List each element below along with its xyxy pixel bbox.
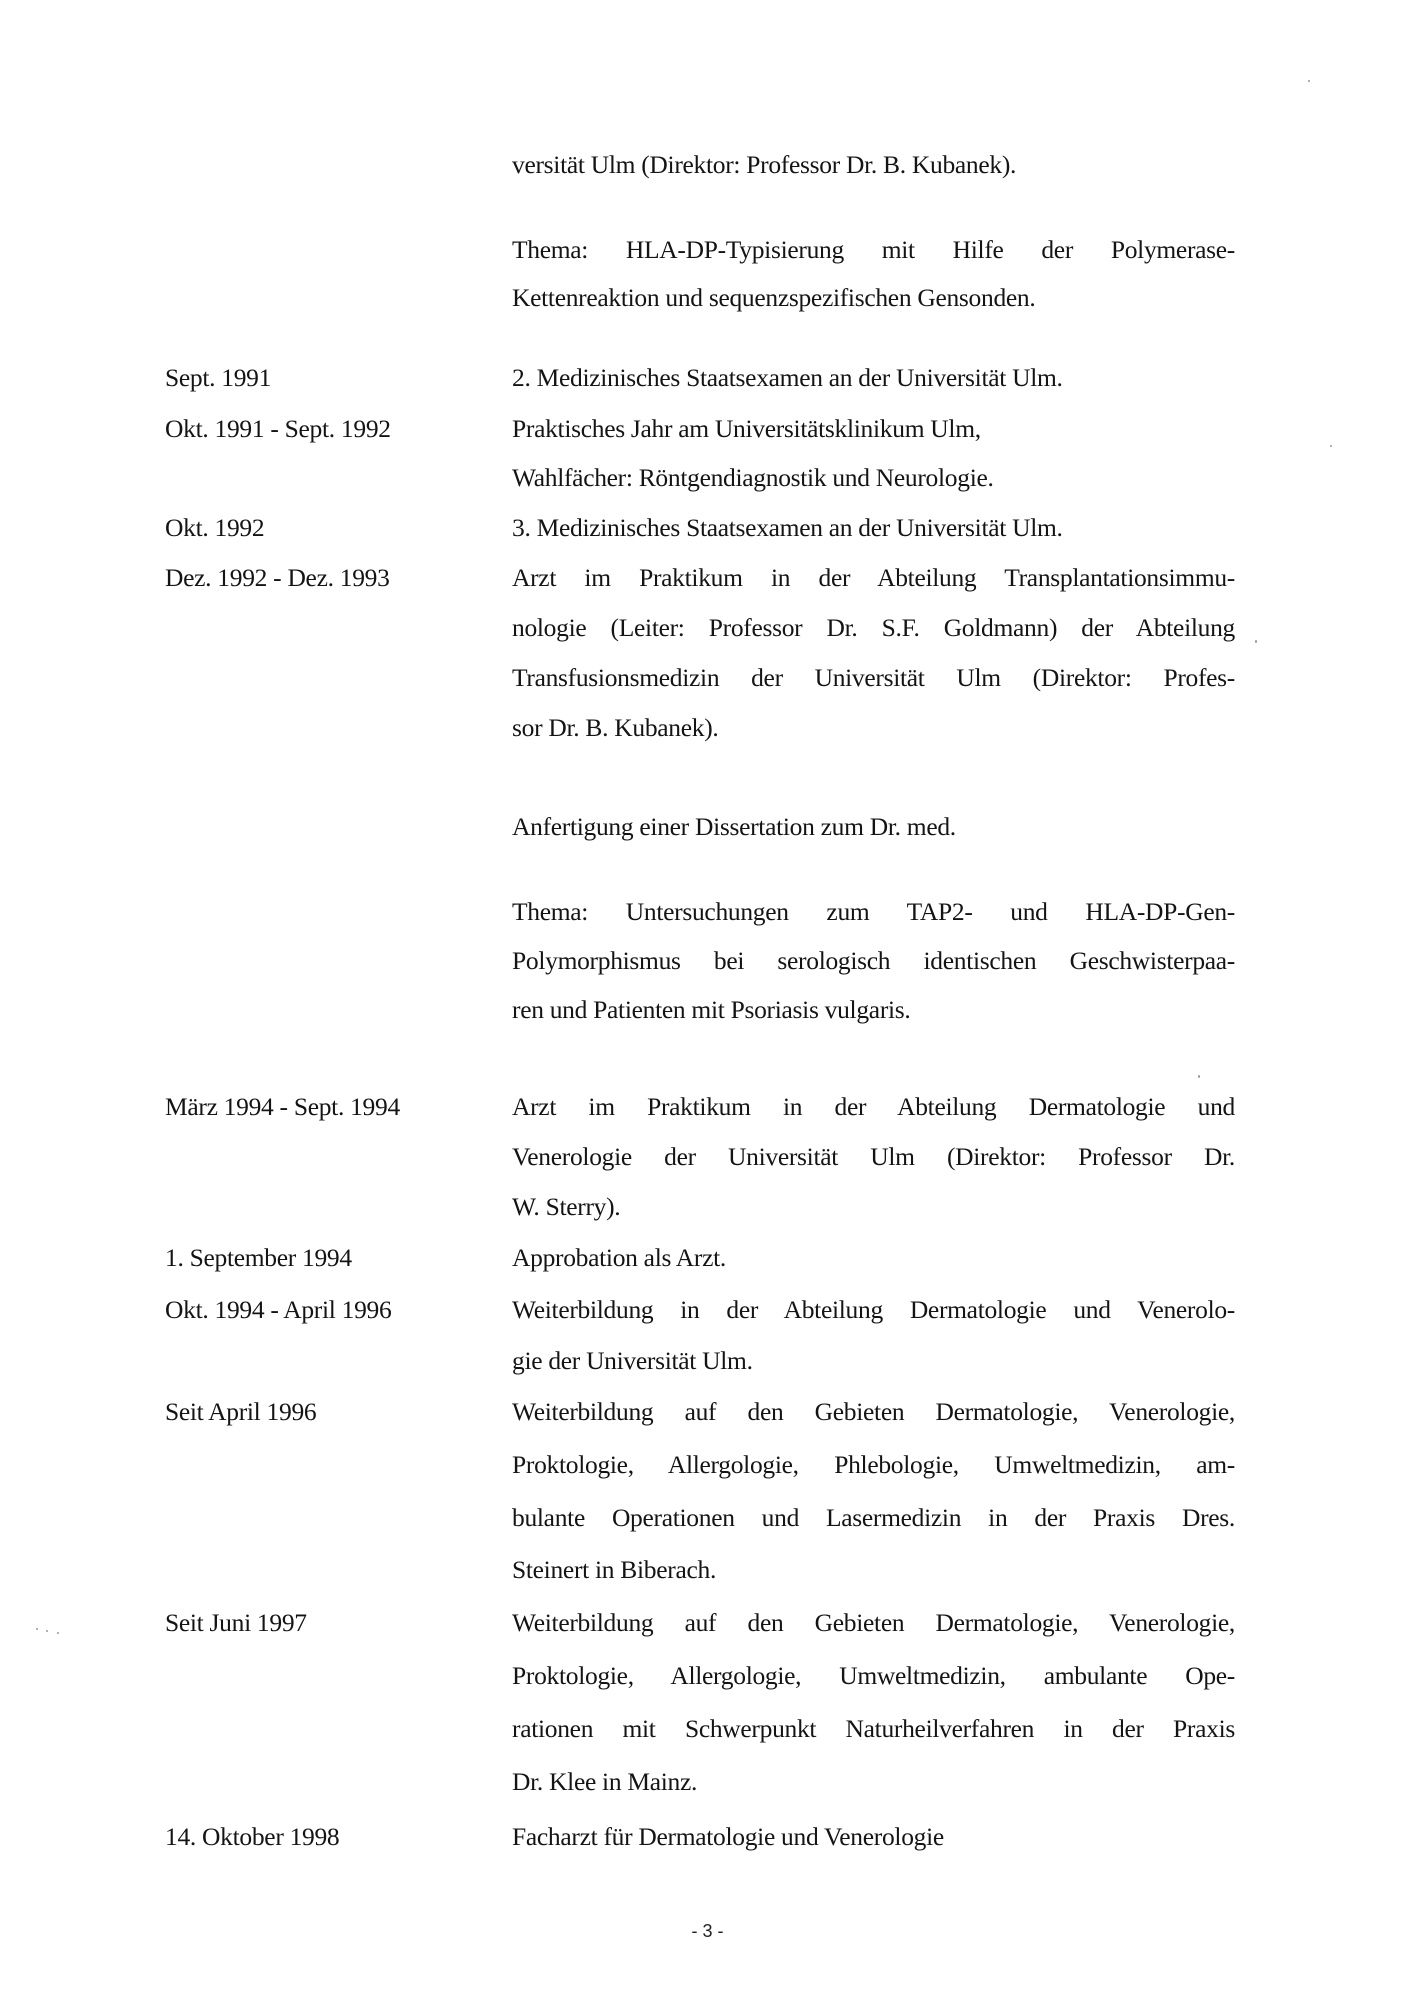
scan-speck bbox=[57, 1632, 59, 1634]
entry-date: Okt. 1992 bbox=[165, 513, 265, 542]
scan-speck bbox=[1255, 640, 1257, 643]
entry-text: Transfusionsmedizin der Universität Ulm (Direktor: Profes- bbox=[512, 663, 1235, 692]
entry-date: Okt. 1994 - April 1996 bbox=[165, 1295, 392, 1324]
page-number: - 3 - bbox=[691, 1921, 724, 1941]
entry-date: 14. Oktober 1998 bbox=[165, 1822, 340, 1851]
thesis-topic-line-2: Kettenreaktion und sequenzspezifischen Gensonden. bbox=[512, 283, 1036, 312]
dissertation-topic: Polymorphismus bei serologisch identischen Geschwisterpaa- bbox=[512, 946, 1235, 975]
entry-text: 2. Medizinisches Staatsexamen an der Universität Ulm. bbox=[512, 363, 1063, 392]
entry-text: Proktologie, Allergologie, Phlebologie, Umweltmedizin, am- bbox=[512, 1450, 1235, 1479]
entry-text: bulante Operationen und Lasermedizin in der Praxis Dres. bbox=[512, 1503, 1235, 1532]
entry-date: Sept. 1991 bbox=[165, 363, 272, 392]
entry-date: Seit Juni 1997 bbox=[165, 1608, 307, 1637]
entry-text: Wahlfächer: Röntgendiagnostik und Neurologie. bbox=[512, 463, 994, 492]
dissertation-topic: ren und Patienten mit Psoriasis vulgaris. bbox=[512, 995, 911, 1024]
entry-text: Arzt im Praktikum in der Abteilung Transplantationsimmu- bbox=[512, 563, 1235, 592]
entry-text: Facharzt für Dermatologie und Venerologie bbox=[512, 1822, 944, 1851]
entry-text: Weiterbildung auf den Gebieten Dermatologie, Venerologie, bbox=[512, 1397, 1235, 1426]
entry-date: Dez. 1992 - Dez. 1993 bbox=[165, 563, 390, 592]
entry-text: gie der Universität Ulm. bbox=[512, 1346, 753, 1375]
scan-speck bbox=[36, 1628, 38, 1630]
continuation-line: versität Ulm (Direktor: Professor Dr. B. Kubanek). bbox=[512, 150, 1017, 179]
entry-date: Okt. 1991 - Sept. 1992 bbox=[165, 414, 391, 443]
entry-text: Approbation als Arzt. bbox=[512, 1243, 726, 1272]
scan-speck bbox=[46, 1630, 48, 1632]
dissertation-topic: Thema: Untersuchungen zum TAP2- und HLA-DP-Gen- bbox=[512, 897, 1235, 926]
entry-date: 1. September 1994 bbox=[165, 1243, 352, 1272]
thesis-topic-line-1: Thema: HLA-DP-Typisierung mit Hilfe der Polymerase- bbox=[512, 235, 1235, 264]
entry-text: W. Sterry). bbox=[512, 1192, 621, 1221]
entry-text: Steinert in Biberach. bbox=[512, 1555, 717, 1584]
entry-text: Venerologie der Universität Ulm (Direktor: Professor Dr. bbox=[512, 1142, 1235, 1171]
entry-date: Seit April 1996 bbox=[165, 1397, 317, 1426]
entry-text: Dr. Klee in Mainz. bbox=[512, 1767, 698, 1796]
scan-speck bbox=[1330, 445, 1332, 447]
scan-speck bbox=[1308, 80, 1310, 82]
entry-text: Arzt im Praktikum in der Abteilung Dermatologie und bbox=[512, 1092, 1235, 1121]
scan-speck bbox=[1198, 1075, 1200, 1078]
dissertation-line: Anfertigung einer Dissertation zum Dr. med. bbox=[512, 812, 956, 841]
entry-text: rationen mit Schwerpunkt Naturheilverfahren in der Praxis bbox=[512, 1714, 1235, 1743]
entry-text: Weiterbildung auf den Gebieten Dermatologie, Venerologie, bbox=[512, 1608, 1235, 1637]
entry-text: Weiterbildung in der Abteilung Dermatologie und Venerolo- bbox=[512, 1295, 1235, 1324]
entry-date: März 1994 - Sept. 1994 bbox=[165, 1092, 400, 1121]
entry-text: Praktisches Jahr am Universitätsklinikum Ulm, bbox=[512, 414, 981, 443]
entry-text: 3. Medizinisches Staatsexamen an der Universität Ulm. bbox=[512, 513, 1063, 542]
entry-text: sor Dr. B. Kubanek). bbox=[512, 713, 719, 742]
entry-text: nologie (Leiter: Professor Dr. S.F. Goldmann) der Abteilung bbox=[512, 613, 1235, 642]
entry-text: Proktologie, Allergologie, Umweltmedizin, ambulante Ope- bbox=[512, 1661, 1235, 1690]
